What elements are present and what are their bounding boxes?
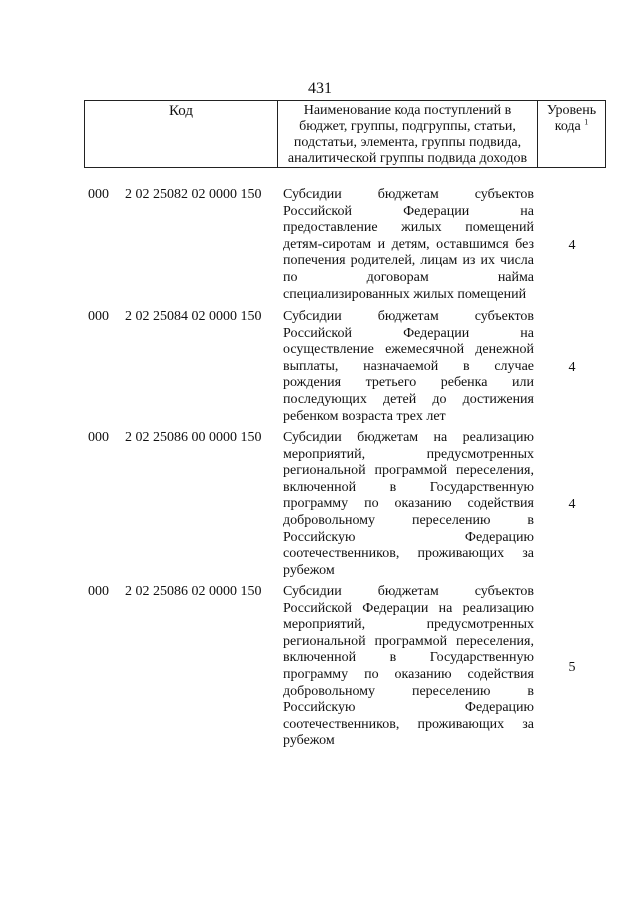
name-line: по договорам найма	[283, 269, 534, 285]
name-line: Российской Федерации на	[283, 325, 534, 341]
name-line: Субсидии бюджетам субъектов	[283, 584, 534, 599]
name-line: рождения третьего ребенка или	[283, 375, 534, 391]
code-level: 4	[568, 238, 576, 253]
name-line: Субсидии бюджетам субъектов	[283, 309, 534, 324]
header-level	[538, 101, 605, 167]
name-line: Российской Федерации на	[283, 203, 534, 219]
name-line: добровольному переселению в	[283, 683, 534, 699]
header-level-word: Уровень	[546, 103, 597, 118]
income-code: 2 02 25086 02 0000 150	[125, 584, 262, 599]
header-name-line: подстатьи, элемента, группы подвида,	[293, 135, 522, 150]
header-name-line: аналитической группы подвида доходов	[287, 151, 528, 166]
header-level-line2	[538, 119, 605, 135]
name-line: Российскую Федерацию	[283, 529, 534, 545]
name-line: последующих детей до достижения	[283, 391, 534, 407]
name-line: попечения родителей, лицам из их числа	[283, 253, 534, 269]
income-name	[283, 309, 534, 425]
name-line: добровольному переселению в	[283, 512, 534, 528]
name-line: специализированных жилых помещений	[283, 286, 527, 302]
name-line: Субсидии бюджетам на реализацию	[283, 430, 534, 445]
header-level-kod: кода	[554, 119, 581, 134]
name-line: региональной программой переселения,	[283, 633, 534, 649]
name-line: детям-сиротам и детям, оставшимся без	[283, 236, 534, 252]
header-name	[278, 101, 538, 167]
name-line: региональной программой переселения,	[283, 463, 534, 479]
name-line: программу по оказанию содействия	[283, 496, 534, 512]
name-line: мероприятий, предусмотренных	[283, 446, 534, 462]
income-code: 2 02 25082 02 0000 150	[125, 187, 262, 202]
name-line: Российскую Федерацию	[283, 700, 534, 716]
admin-code: 000	[88, 187, 109, 202]
income-name	[283, 430, 534, 579]
admin-code: 000	[88, 430, 109, 445]
name-line: осуществление ежемесячной денежной	[283, 342, 534, 358]
name-line: мероприятий, предусмотренных	[283, 617, 534, 633]
income-name	[283, 187, 534, 303]
name-line: включенной в Государственную	[283, 650, 534, 666]
admin-code: 000	[88, 584, 109, 599]
name-line: программу по оказанию содействия	[283, 666, 534, 682]
admin-code: 000	[88, 309, 109, 324]
header-code: Код	[85, 101, 278, 167]
footnote-marker: 1	[584, 117, 589, 127]
name-line: ребенком возраста трех лет	[283, 408, 446, 424]
name-line: рубежом	[283, 562, 335, 578]
name-line: выплаты, назначаемой в случае	[283, 358, 534, 374]
name-line: Российской Федерации на реализацию	[283, 600, 534, 616]
header-name-line: Наименование кода поступлений в	[303, 103, 512, 118]
code-level: 4	[568, 360, 576, 375]
name-line: предоставление жилых помещений	[283, 220, 534, 236]
name-line: соотечественников, проживающих за	[283, 716, 534, 732]
code-level: 5	[568, 660, 576, 675]
income-code: 2 02 25086 00 0000 150	[125, 430, 262, 445]
income-code: 2 02 25084 02 0000 150	[125, 309, 262, 324]
name-line: включенной в Государственную	[283, 479, 534, 495]
code-level: 4	[568, 497, 576, 512]
table-header	[84, 100, 606, 168]
name-line: рубежом	[283, 733, 335, 749]
page-number: 431	[308, 80, 332, 97]
name-line: соотечественников, проживающих за	[283, 546, 534, 562]
header-name-line: бюджет, группы, подгруппы, статьи,	[299, 119, 516, 134]
income-name	[283, 584, 534, 750]
name-line: Субсидии бюджетам субъектов	[283, 187, 534, 202]
